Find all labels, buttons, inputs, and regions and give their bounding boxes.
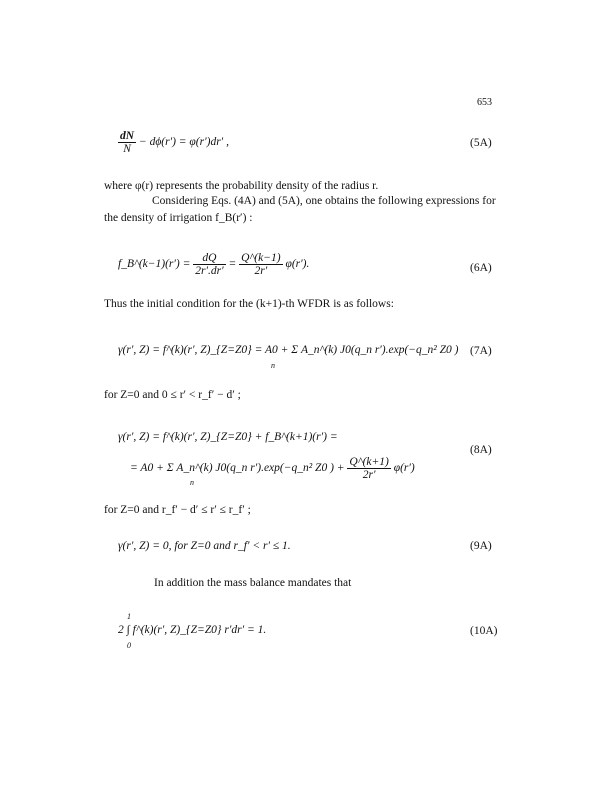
paragraph-probability-density: where φ(r) represents the probability density of the radius r. (104, 180, 379, 192)
fraction-numerator: Q^(k−1) (241, 252, 281, 264)
integral-upper-limit: 1 (127, 612, 131, 621)
fraction-numerator: dN (120, 130, 135, 142)
equation-9a: γ(r′, Z) = 0, for Z=0 and r_f′ < r′ ≤ 1. (118, 540, 291, 552)
equation-label-10a: (10A) (470, 625, 498, 637)
fraction-numerator: Q^(k+1) (349, 456, 389, 468)
fraction-numerator: dQ (193, 252, 225, 265)
equation-tail: φ(r′). (285, 258, 310, 271)
equation-label-9a: (9A) (470, 540, 492, 552)
equation-8a-line-1: γ(r′, Z) = f^(k)(r′, Z)_{Z=Z0} + f_B^(k+1)(r′) = (118, 431, 338, 443)
equation-label-8a: (8A) (470, 444, 492, 456)
condition-range-2: for Z=0 and r_f′ − d′ ≤ r′ ≤ r_f′ ; (104, 504, 251, 516)
integral-lower-limit: 0 (127, 641, 131, 650)
fraction-denominator: 2r′ (362, 469, 376, 481)
equation-tail: φ(r′) (393, 462, 415, 475)
equation-body: γ(r′, Z) = f^(k)(r′, Z)_{Z=Z0} = A0 + Σ A_n^(k) J0(q_n r′).exp(−q_n² Z0 ) (118, 344, 459, 356)
paragraph-considering-eqs: Considering Eqs. (4A) and (5A), one obtains the following expressions for the density of irrigation f_B(r′) : (104, 195, 496, 224)
fraction-denominator: N (123, 143, 131, 155)
equation-lhs: f_B^(k−1)(r′) = (118, 258, 191, 271)
fraction-dq (193, 252, 225, 277)
equals-sign: = (228, 258, 237, 271)
sum-index: n (271, 361, 275, 370)
equation-6a (118, 252, 309, 277)
equation-body: − dϕ(r′) = φ(r′)dr′ , (138, 136, 229, 149)
equation-8a-line-2 (130, 456, 415, 481)
sum-index: n (190, 478, 194, 487)
fraction-denominator: 2r′.dr′ (195, 265, 224, 277)
page-number: 653 (477, 97, 492, 108)
fraction-dn-over-n (118, 130, 136, 155)
equation-label-5a: (5A) (470, 137, 492, 149)
paragraph-mass-balance: In addition the mass balance mandates that (154, 577, 352, 589)
equation-7a (118, 344, 458, 356)
fraction-denominator: 2r′ (254, 265, 268, 277)
equation-label-6a: (6A) (470, 262, 492, 274)
fraction-q-over-2r (347, 456, 390, 481)
fraction-q-over-2r (239, 252, 282, 277)
equation-5a (118, 130, 229, 155)
paragraph-initial-condition: Thus the initial condition for the (k+1)-th WFDR is as follows: (104, 298, 394, 310)
equation-10a: 2 ∫ f^(k)(r′, Z)_{Z=Z0} r′dr′ = 1. (118, 624, 267, 636)
equation-body: = A0 + Σ A_n^(k) J0(q_n r′).exp(−q_n² Z0 ) + (130, 462, 345, 475)
equation-label-7a: (7A) (470, 345, 492, 357)
condition-range-1: for Z=0 and 0 ≤ r′ < r_f′ − d′ ; (104, 389, 241, 401)
